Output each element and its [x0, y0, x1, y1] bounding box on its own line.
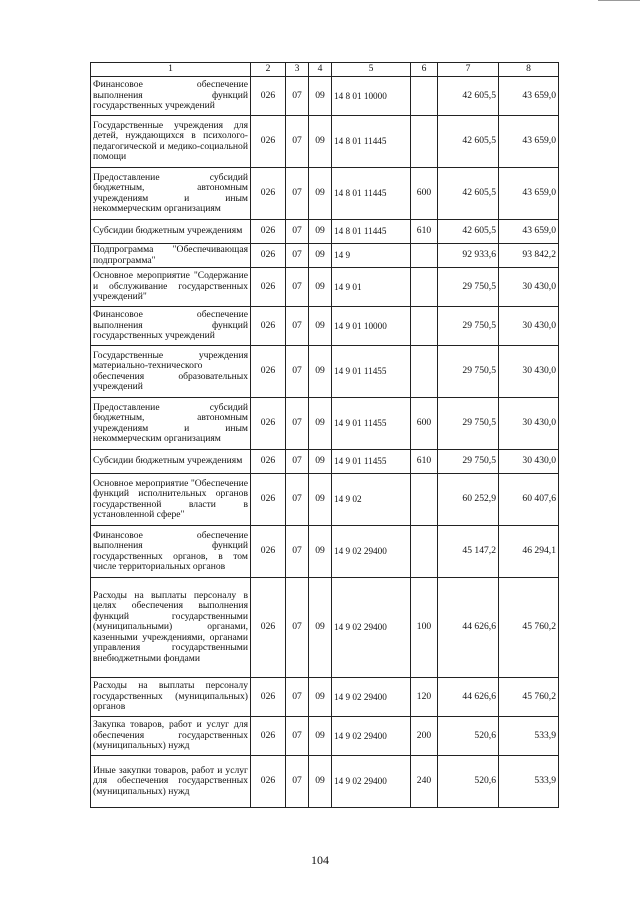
row-subsection: 09 [309, 578, 332, 678]
table-row [91, 398, 559, 450]
col-header-8: 8 [499, 63, 559, 77]
row-sum-2: 30 430,0 [499, 398, 559, 450]
table-row [91, 268, 559, 307]
row-name: Расходы на выплаты персоналу в целях обеспечения выполнения функций государственными (муниципальными) органами, казенными учреждениями, органами управления государственными внебюджетными фондами [91, 578, 251, 678]
row-sum-2: 45 760,2 [499, 678, 559, 717]
row-sum-1: 29 750,5 [438, 307, 499, 346]
row-expense-type [411, 268, 438, 307]
row-section: 07 [286, 244, 309, 268]
row-expense-type [411, 474, 438, 526]
row-sum-2: 30 430,0 [499, 307, 559, 346]
row-grbs: 026 [251, 77, 286, 116]
row-sum-2: 533,9 [499, 717, 559, 756]
row-section: 07 [286, 398, 309, 450]
row-expense-type: 610 [411, 220, 438, 244]
row-grbs: 026 [251, 346, 286, 398]
row-section: 07 [286, 220, 309, 244]
row-grbs: 026 [251, 526, 286, 578]
row-section: 07 [286, 678, 309, 717]
row-grbs: 026 [251, 450, 286, 474]
row-subsection: 09 [309, 717, 332, 756]
row-target-code: 14 9 02 29400 [332, 717, 411, 756]
row-target-code: 14 9 01 10000 [332, 307, 411, 346]
row-sum-1: 29 750,5 [438, 346, 499, 398]
row-section: 07 [286, 717, 309, 756]
table-row [91, 346, 559, 398]
row-name: Иные закупки товаров, работ и услуг для обеспечения государственных (муниципальных) нужд [91, 756, 251, 808]
table-header-row [91, 63, 559, 77]
row-name: Государственные учреждения материально-технического обеспечения образовательных учреждений [91, 346, 251, 398]
table-row [91, 168, 559, 220]
row-expense-type: 120 [411, 678, 438, 717]
row-section: 07 [286, 756, 309, 808]
table-row [91, 474, 559, 526]
row-section: 07 [286, 77, 309, 116]
row-sum-2: 46 294,1 [499, 526, 559, 578]
row-grbs: 026 [251, 168, 286, 220]
row-target-code: 14 9 01 11455 [332, 450, 411, 474]
row-sum-1: 42 605,5 [438, 220, 499, 244]
row-section: 07 [286, 346, 309, 398]
row-name: Субсидии бюджетным учреждениям [91, 450, 251, 474]
row-sum-1: 45 147,2 [438, 526, 499, 578]
row-name: Государственные учреждения для детей, нуждающихся в психолого-педагогической и медико-социальной помощи [91, 116, 251, 168]
table-row [91, 717, 559, 756]
row-grbs: 026 [251, 116, 286, 168]
row-subsection: 09 [309, 526, 332, 578]
col-header-5: 5 [332, 63, 411, 77]
row-name: Расходы на выплаты персоналу государственных (муниципальных) органов [91, 678, 251, 717]
row-name: Предоставление субсидий бюджетным, автономным учреждениям и иным некоммерческим организациям [91, 168, 251, 220]
row-sum-1: 42 605,5 [438, 116, 499, 168]
col-header-2: 2 [251, 63, 286, 77]
table-row [91, 77, 559, 116]
row-target-code: 14 9 01 [332, 268, 411, 307]
row-name: Предоставление субсидий бюджетным, автономным учреждениям и иным некоммерческим организациям [91, 398, 251, 450]
row-sum-2: 533,9 [499, 756, 559, 808]
row-expense-type: 610 [411, 450, 438, 474]
row-sum-1: 60 252,9 [438, 474, 499, 526]
page-number: 104 [311, 853, 329, 867]
row-target-code: 14 9 02 [332, 474, 411, 526]
row-sum-1: 42 605,5 [438, 168, 499, 220]
row-target-code: 14 9 [332, 244, 411, 268]
row-expense-type [411, 307, 438, 346]
row-sum-2: 93 842,2 [499, 244, 559, 268]
row-grbs: 026 [251, 474, 286, 526]
row-sum-1: 520,6 [438, 717, 499, 756]
table-row [91, 450, 559, 474]
row-subsection: 09 [309, 450, 332, 474]
row-sum-2: 43 659,0 [499, 220, 559, 244]
row-target-code: 14 9 02 29400 [332, 578, 411, 678]
row-subsection: 09 [309, 116, 332, 168]
row-name: Основное мероприятие "Обеспечение функций исполнительных органов государственной власти в установленной сфере" [91, 474, 251, 526]
row-target-code: 14 8 01 10000 [332, 77, 411, 116]
row-subsection: 09 [309, 678, 332, 717]
row-sum-2: 43 659,0 [499, 168, 559, 220]
row-expense-type: 200 [411, 717, 438, 756]
row-sum-1: 92 933,6 [438, 244, 499, 268]
row-grbs: 026 [251, 756, 286, 808]
row-name: Субсидии бюджетным учреждениям [91, 220, 251, 244]
row-expense-type [411, 77, 438, 116]
table-row [91, 307, 559, 346]
row-grbs: 026 [251, 678, 286, 717]
row-target-code: 14 8 01 11445 [332, 220, 411, 244]
table-row [91, 578, 559, 678]
table-row [91, 526, 559, 578]
row-sum-1: 44 626,6 [438, 578, 499, 678]
row-name: Финансовое обеспечение выполнения функций государственных учреждений [91, 307, 251, 346]
row-subsection: 09 [309, 398, 332, 450]
table-row [91, 244, 559, 268]
row-name: Основное мероприятие "Содержание и обслуживание государственных учреждений" [91, 268, 251, 307]
row-sum-2: 30 430,0 [499, 346, 559, 398]
row-section: 07 [286, 168, 309, 220]
row-sum-2: 30 430,0 [499, 450, 559, 474]
row-name: Финансовое обеспечение выполнения функций государственных органов, в том числе территориальных органов [91, 526, 251, 578]
row-grbs: 026 [251, 307, 286, 346]
row-grbs: 026 [251, 268, 286, 307]
table-row [91, 756, 559, 808]
row-expense-type [411, 116, 438, 168]
row-sum-1: 29 750,5 [438, 398, 499, 450]
row-name: Финансовое обеспечение выполнения функций государственных учреждений [91, 77, 251, 116]
row-expense-type [411, 526, 438, 578]
col-header-4: 4 [309, 63, 332, 77]
row-target-code: 14 8 01 11445 [332, 168, 411, 220]
row-expense-type [411, 244, 438, 268]
row-subsection: 09 [309, 268, 332, 307]
row-section: 07 [286, 450, 309, 474]
row-subsection: 09 [309, 346, 332, 398]
row-expense-type [411, 346, 438, 398]
row-section: 07 [286, 116, 309, 168]
row-target-code: 14 9 02 29400 [332, 526, 411, 578]
row-target-code: 14 8 01 11445 [332, 116, 411, 168]
top-edge-rule [598, 0, 640, 1]
col-header-6: 6 [411, 63, 438, 77]
row-subsection: 09 [309, 220, 332, 244]
row-grbs: 026 [251, 220, 286, 244]
row-grbs: 026 [251, 398, 286, 450]
row-grbs: 026 [251, 578, 286, 678]
row-subsection: 09 [309, 307, 332, 346]
table-row [91, 678, 559, 717]
row-sum-1: 520,6 [438, 756, 499, 808]
row-section: 07 [286, 578, 309, 678]
row-sum-2: 43 659,0 [499, 116, 559, 168]
col-header-7: 7 [438, 63, 499, 77]
row-sum-1: 42 605,5 [438, 77, 499, 116]
row-expense-type: 600 [411, 168, 438, 220]
row-subsection: 09 [309, 244, 332, 268]
row-grbs: 026 [251, 717, 286, 756]
row-sum-2: 45 760,2 [499, 578, 559, 678]
col-header-1: 1 [91, 63, 251, 77]
row-sum-1: 29 750,5 [438, 450, 499, 474]
row-section: 07 [286, 307, 309, 346]
row-subsection: 09 [309, 474, 332, 526]
table-row [91, 116, 559, 168]
row-subsection: 09 [309, 168, 332, 220]
row-sum-2: 43 659,0 [499, 77, 559, 116]
table-row [91, 220, 559, 244]
row-section: 07 [286, 268, 309, 307]
row-section: 07 [286, 526, 309, 578]
row-target-code: 14 9 01 11455 [332, 346, 411, 398]
row-target-code: 14 9 01 11455 [332, 398, 411, 450]
row-sum-2: 30 430,0 [499, 268, 559, 307]
row-expense-type: 240 [411, 756, 438, 808]
row-name: Закупка товаров, работ и услуг для обеспечения государственных (муниципальных) нужд [91, 717, 251, 756]
row-target-code: 14 9 02 29400 [332, 678, 411, 717]
row-section: 07 [286, 474, 309, 526]
row-name: Подпрограмма "Обеспечивающая подпрограмма" [91, 244, 251, 268]
row-sum-2: 60 407,6 [499, 474, 559, 526]
row-grbs: 026 [251, 244, 286, 268]
row-sum-1: 29 750,5 [438, 268, 499, 307]
col-header-3: 3 [286, 63, 309, 77]
budget-table [90, 62, 559, 808]
row-sum-1: 44 626,6 [438, 678, 499, 717]
row-subsection: 09 [309, 77, 332, 116]
row-expense-type: 600 [411, 398, 438, 450]
row-expense-type: 100 [411, 578, 438, 678]
row-target-code: 14 9 02 29400 [332, 756, 411, 808]
row-subsection: 09 [309, 756, 332, 808]
